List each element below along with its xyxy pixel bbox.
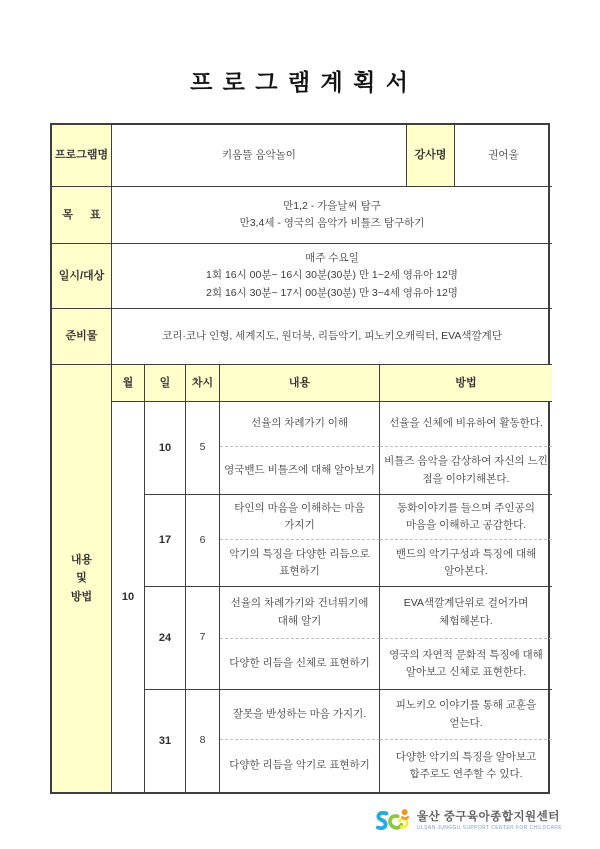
session-value: 6: [186, 495, 220, 587]
content-cell: 다양한 리듬을 악기로 표현하기: [220, 740, 380, 792]
day-value: 10: [145, 402, 186, 495]
row-label-line: 내용: [70, 554, 93, 567]
col-header-day: 일: [145, 365, 186, 402]
col-header-month: 월: [112, 365, 145, 402]
plan-document-table: [50, 123, 550, 794]
datetime-value: [112, 244, 552, 309]
goal-label: [52, 187, 112, 244]
month-value: 10: [112, 402, 145, 792]
col-header-content: 내용: [220, 365, 380, 402]
center-name-en: ULSAN JUNGGU SUPPORT CENTER FOR CHILDCARE: [416, 824, 562, 831]
footer-logo: [372, 806, 562, 836]
table-row: [52, 244, 552, 309]
day-value: 31: [145, 690, 186, 792]
method-cell: 영국의 자연적 문화적 특징에 대해 알아보고 신체로 표현한다.: [380, 639, 552, 690]
session-value: 5: [186, 402, 220, 495]
instructor-value: 권어울: [455, 125, 552, 187]
datetime-line: 매주 수요일: [305, 252, 359, 265]
schedule-row: [52, 402, 552, 447]
center-name: 울산 중구육아종합지원센터: [416, 810, 560, 823]
content-cell: 잘못을 반성하는 마음 가지기.: [220, 690, 380, 740]
session-value: 7: [186, 587, 220, 690]
schedule-header-row: [52, 365, 552, 402]
col-header-session: 차시: [186, 365, 220, 402]
goal-line: 만1,2 - 가을날씨 탐구: [283, 199, 381, 212]
method-cell: 선율을 신체에 비유하여 활동한다.: [380, 402, 552, 447]
day-value: 24: [145, 587, 186, 690]
instructor-label: 강사명: [407, 125, 455, 187]
datetime-label: 일시/대상: [52, 244, 112, 309]
method-cell: 다양한 악기의 특징을 알아보고 합주로도 연주할 수 있다.: [395, 750, 537, 780]
content-cell: 영국밴드 비틀즈에 대해 알아보기: [220, 447, 380, 495]
materials-label: 준비물: [52, 309, 112, 365]
table-row: [52, 125, 552, 187]
method-cell: 밴드의 악기구성과 특징에 대해 알아본다.: [380, 540, 552, 587]
datetime-line: 1회 16시 00분~ 16시 30분(30분) 만 1~2세 영유아 12명: [206, 269, 458, 282]
page-title: 프 로 그 램 계 획 서: [190, 69, 410, 95]
method-cell: 비틀즈 음악을 감상하여 자신의 느낀 점을 이야기해본다.: [380, 447, 552, 495]
center-name-block: [417, 811, 562, 831]
method-cell: 피노키오 이야기를 통해 교훈을 얻는다.: [380, 690, 552, 740]
method-cell: EVA색깔계단위로 걸어가며 체험해본다.: [380, 587, 552, 639]
content-cell: 선율의 차례가기와 건너뛰기에 대해 알기: [220, 587, 380, 639]
day-value: 17: [145, 495, 186, 587]
content-cell: 선율의 차례가기 이해: [220, 402, 380, 447]
program-name-value: 키움뜰 음악놀이: [112, 125, 407, 187]
goal-label-text: 목 표: [62, 208, 101, 221]
col-header-method: 방법: [380, 365, 552, 402]
center-logo-icon: [372, 806, 412, 836]
content-cell: 다양한 리듬을 신체로 표현하기: [220, 639, 380, 690]
info-table: [52, 125, 552, 365]
schedule-table: [52, 365, 552, 792]
table-row: [52, 309, 552, 365]
row-label-line: 및: [76, 572, 87, 585]
goal-value: [112, 187, 552, 244]
session-value: 8: [186, 690, 220, 792]
materials-value: 코리·코나 인형, 세계지도, 원더북, 리듬악기, 피노키오캐릭터, EVA색깔계단: [112, 309, 552, 365]
program-name-label: 프로그램명: [52, 125, 112, 187]
datetime-line: 2회 16시 30분~ 17시 00분(30분) 만 3~4세 영유아 12명: [206, 286, 458, 299]
content-cell: 악기의 특징을 다양한 리듬으로 표현하기: [220, 540, 380, 587]
content-cell: 타인의 마음을 이해하는 마음 가지기: [220, 495, 380, 540]
goal-line: 만3,4세 - 영국의 음악가 비틀즈 탐구하기: [239, 217, 425, 229]
row-label-line: 방법: [70, 590, 93, 603]
content-method-row-label: [52, 365, 112, 792]
method-cell: 동화이야기를 들으며 주인공의 마음을 이해하고 공감한다.: [380, 495, 552, 540]
table-row: [52, 187, 552, 244]
